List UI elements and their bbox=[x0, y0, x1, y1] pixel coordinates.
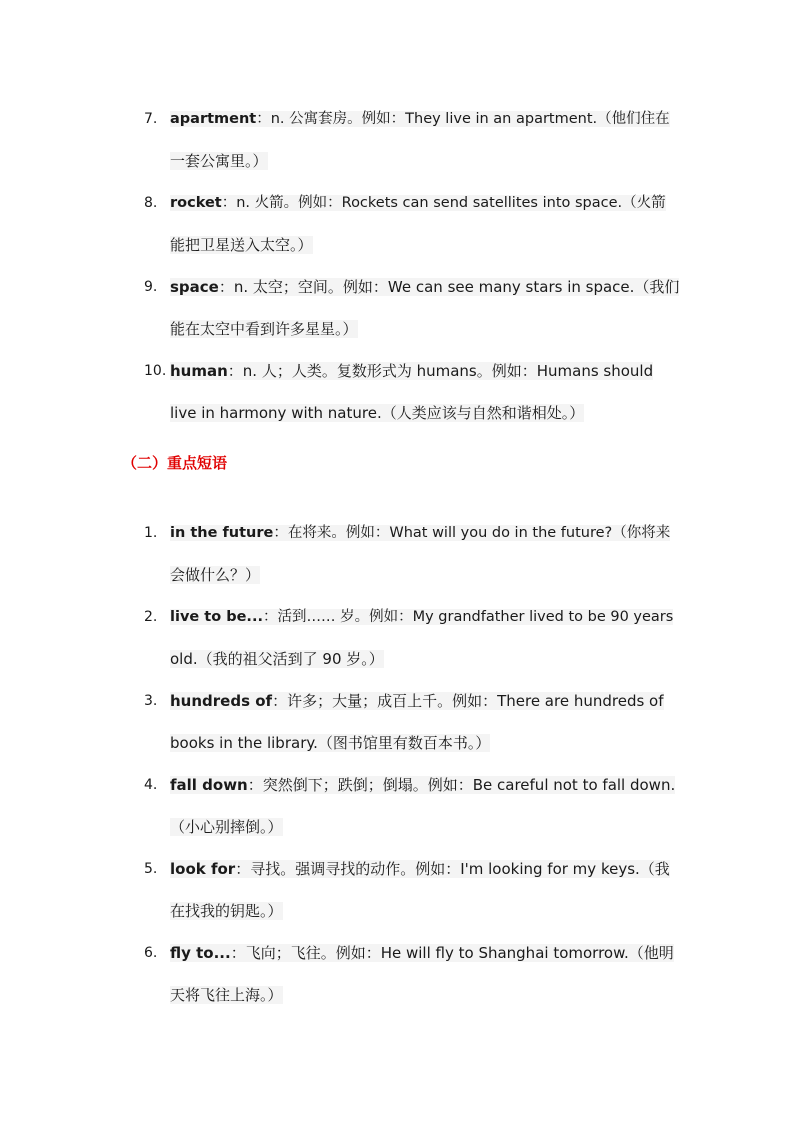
vocab-term: apartment bbox=[170, 111, 257, 127]
item-number: 10. bbox=[144, 363, 167, 379]
phrase-definition: ：寻找。强调寻找的动作。例如：I'm looking for my keys.（我 bbox=[235, 860, 670, 878]
list-item bbox=[0, 764, 800, 848]
phrase-definition: ：许多；大量；成百上千。例如：There are hundreds of bbox=[272, 692, 664, 710]
vocab-term: space bbox=[170, 278, 219, 296]
vocab-definition-cont: 能把卫星送入太空。） bbox=[170, 236, 313, 254]
phrase-definition: ：突然倒下；跌倒；倒塌。例如：Be careful not to fall down. bbox=[247, 776, 676, 794]
phrase-definition-cont: 在找我的钥匙。） bbox=[170, 902, 283, 920]
list-item bbox=[0, 512, 800, 596]
phrase-term: fall down bbox=[170, 776, 248, 794]
vocab-definition: ：n. 火箭。例如：Rockets can send satellites into space.（火箭 bbox=[221, 195, 666, 211]
item-number: 8. bbox=[144, 195, 158, 211]
list-item bbox=[0, 932, 800, 1016]
item-number: 3. bbox=[144, 693, 158, 709]
item-number: 2. bbox=[144, 609, 158, 625]
section-title-key-phrases: （二）重点短语 bbox=[122, 454, 228, 472]
phrase-term: hundreds of bbox=[170, 692, 273, 710]
vocab-definition: ：n. 人；人类。复数形式为 humans。例如：Humans should bbox=[227, 362, 654, 380]
item-number: 1. bbox=[144, 525, 158, 541]
vocab-term: human bbox=[170, 362, 228, 380]
vocab-term: rocket bbox=[170, 195, 222, 211]
phrases-list bbox=[0, 512, 800, 1016]
item-number: 9. bbox=[144, 279, 158, 295]
vocabulary-list bbox=[0, 98, 800, 434]
phrase-definition-cont: books in the library.（图书馆里有数百本书。） bbox=[170, 734, 491, 752]
vocab-definition: ：n. 公寓套房。例如：They live in an apartment.（他们住在 bbox=[256, 111, 670, 127]
vocab-definition-cont: 一套公寓里。） bbox=[170, 152, 268, 170]
list-item bbox=[0, 596, 800, 680]
phrase-definition-cont: 天将飞往上海。） bbox=[170, 986, 283, 1004]
item-number: 7. bbox=[144, 111, 158, 127]
vocab-definition: ：n. 太空；空间。例如：We can see many stars in space.（我们 bbox=[218, 278, 680, 296]
list-item bbox=[0, 98, 800, 182]
phrase-definition-cont: old.（我的祖父活到了 90 岁。） bbox=[170, 650, 384, 668]
phrase-term: fly to... bbox=[170, 944, 231, 962]
vocab-definition-cont: live in harmony with nature.（人类应该与自然和谐相处。） bbox=[170, 404, 585, 422]
phrase-definition: ：在将来。例如：What will you do in the future?（你将来 bbox=[273, 525, 671, 541]
phrase-term: look for bbox=[170, 860, 236, 878]
list-item bbox=[0, 182, 800, 266]
item-number: 6. bbox=[144, 945, 158, 961]
phrase-definition-cont: 会做什么？） bbox=[170, 566, 261, 584]
phrase-definition: ：活到…… 岁。例如：My grandfather lived to be 90 years bbox=[262, 609, 674, 625]
phrase-term: live to be... bbox=[170, 609, 263, 625]
list-item bbox=[0, 266, 800, 350]
list-item bbox=[0, 350, 800, 434]
list-item bbox=[0, 848, 800, 932]
phrase-term: in the future bbox=[170, 525, 274, 541]
item-number: 5. bbox=[144, 861, 158, 877]
phrase-definition: ：飞向；飞往。例如：He will fly to Shanghai tomorrow.（他明 bbox=[230, 944, 674, 962]
vocab-definition-cont: 能在太空中看到许多星星。） bbox=[170, 320, 358, 338]
item-number: 4. bbox=[144, 777, 158, 793]
list-item bbox=[0, 680, 800, 764]
phrase-definition-cont: （小心别摔倒。） bbox=[170, 818, 283, 836]
